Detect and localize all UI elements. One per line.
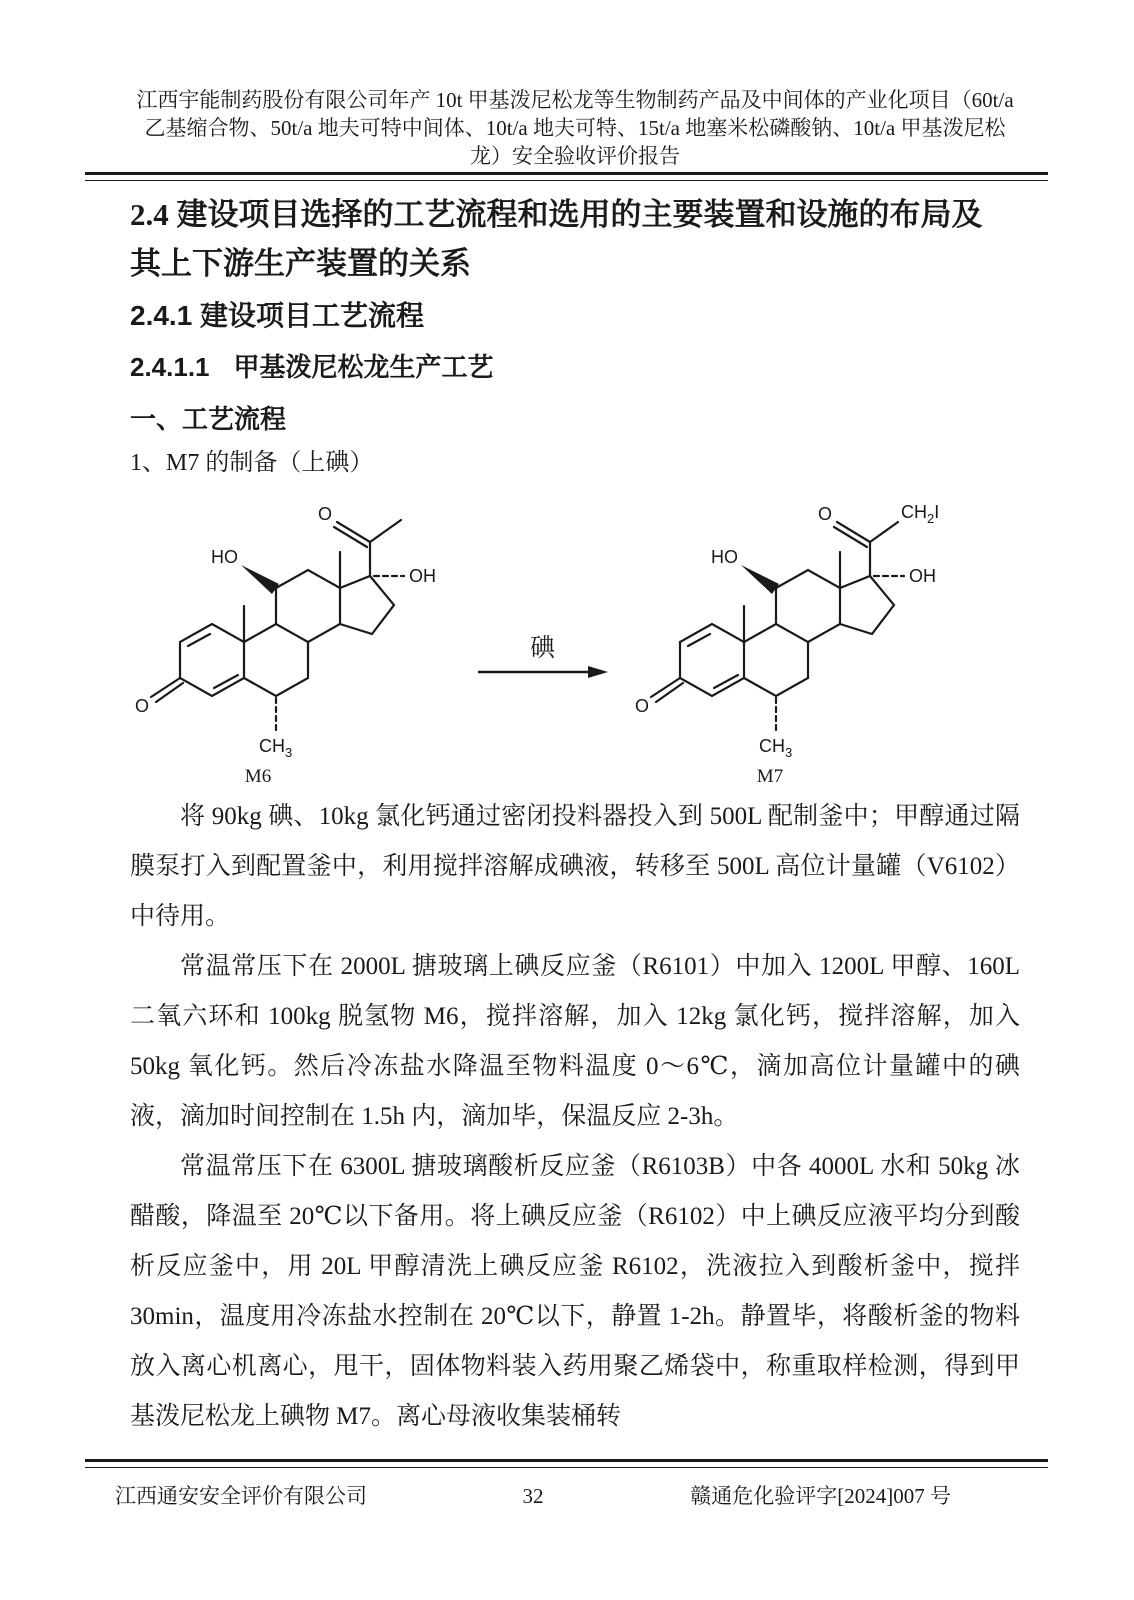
step-heading-m7-preparation: 1、M7 的制备（上碘） <box>130 450 374 476</box>
atom-label-o-ketone: O <box>134 696 150 716</box>
heading-2-4-1-1 <box>130 350 1020 384</box>
wedge-bond-11-oh <box>741 565 779 594</box>
atom-label-o-top: O <box>817 504 833 524</box>
header-line: 江西宇能制药股份有限公司年产 10t 甲基泼尼松龙等生物制药产品及中间体的产业化项目（60t/a <box>136 88 1014 112</box>
header-line: 龙）安全验收评价报告 <box>470 144 680 168</box>
page-header <box>130 86 1020 170</box>
molecule-label-m7: M7 <box>756 766 784 787</box>
atom-label-o-top: O <box>317 504 333 524</box>
ch2i-subscript: 2 <box>927 511 935 526</box>
atom-label-ch3 <box>259 736 292 760</box>
ch2i-iodine: I <box>934 502 940 522</box>
molecule-m6-structure <box>120 484 465 789</box>
reaction-arrow-block <box>465 634 620 680</box>
steroid-skeleton-m7 <box>651 522 904 730</box>
atom-label-oh: OH <box>909 566 936 586</box>
heading-2-4-line1: 2.4 建设项目选择的工艺流程和选用的主要装置和设施的布局及 <box>130 197 983 232</box>
atom-label-oh: OH <box>409 566 436 586</box>
body-paragraph: 常温常压下在 6300L 搪玻璃酸析反应釜（R6103B）中各 4000L 水和 50kg 冰醋酸，降温至 20℃以下备用。将上碘反应釜（R6102）中上碘反应液平均分到酸析反应釜中，用 20L 甲醇清洗上碘反应釜 R6102，洗液拉入到酸析釜中，搅拌 30min，温度用冷冻盐水控制在 20℃以下，静置 1-2h。静置毕，将酸析釜的物料放入离心机离心，甩干，固体物料装入药用聚乙烯袋中，称重取样检测，得到甲基泼尼松龙上碘物 M7。离心母液收集装桶转 <box>130 1153 1020 1430</box>
atom-label-ch3 <box>759 736 792 760</box>
ch3-subscript: 3 <box>285 745 293 760</box>
header-line: 乙基缩合物、50t/a 地夫可特中间体、10t/a 地夫可特、15t/a 地塞米松磷酸钠、10t/a 甲基泼尼松 <box>144 116 1006 140</box>
footer-doc-number: 赣通危化验评字[2024]007 号 <box>690 1484 951 1508</box>
arrow-head <box>588 666 608 678</box>
atom-label-ho: HO <box>711 547 738 567</box>
heading-2-4-line2: 其上下游生产装置的关系 <box>130 246 471 281</box>
ch3-subscript: 3 <box>785 745 793 760</box>
molecule-m7-structure <box>620 484 965 789</box>
header-rule <box>85 172 1048 181</box>
footer-company: 江西通安安全评价有限公司 <box>115 1484 367 1508</box>
footer-rule <box>85 1459 1048 1468</box>
ch2i-base: CH <box>901 502 927 522</box>
section-heading-process-flow: 一、工艺流程 <box>130 404 287 434</box>
ch3-base: CH <box>259 736 285 756</box>
footer-page-number: 32 <box>522 1484 544 1508</box>
body-text <box>130 792 1020 1442</box>
molecule-label-m6: M6 <box>244 766 272 787</box>
reaction-arrow <box>478 664 608 680</box>
body-paragraph: 将 90kg 碘、10kg 氯化钙通过密闭投料器投入到 500L 配制釜中；甲醇通过隔膜泵打入到配置釜中，利用搅拌溶解成碘液，转移至 500L 高位计量罐（V6102）中待用。 <box>130 803 1020 930</box>
reagent-label: 碘 <box>529 635 555 662</box>
heading-2-4-1-1-title: 甲基泼尼松龙生产工艺 <box>233 352 494 382</box>
ch3-base: CH <box>759 736 785 756</box>
steroid-skeleton-m6 <box>151 520 404 730</box>
heading-2-4 <box>130 190 1020 288</box>
reaction-scheme <box>120 484 1020 792</box>
heading-2-4-1-1-number: 2.4.1.1 <box>130 352 210 382</box>
page-footer <box>115 1468 1021 1510</box>
atom-label-ch2i <box>901 502 939 526</box>
atom-label-o-ketone: O <box>634 696 650 716</box>
body-paragraph: 常温常压下在 2000L 搪玻璃上碘反应釜（R6101）中加入 1200L 甲醇、160L 二氧六环和 100kg 脱氢物 M6，搅拌溶解，加入 12kg 氯化钙，搅拌溶解，加入 50kg 氧化钙。然后冷冻盐水降温至物料温度 0～6℃，滴加高位计量罐中的碘液，滴加时间控制在 1.5h 内，滴加毕，保温反应 2-3h。 <box>130 953 1020 1130</box>
wedge-bond-11-oh <box>241 565 279 594</box>
atom-label-ho: HO <box>211 547 238 567</box>
heading-2-4-1: 2.4.1 建设项目工艺流程 <box>130 300 425 331</box>
